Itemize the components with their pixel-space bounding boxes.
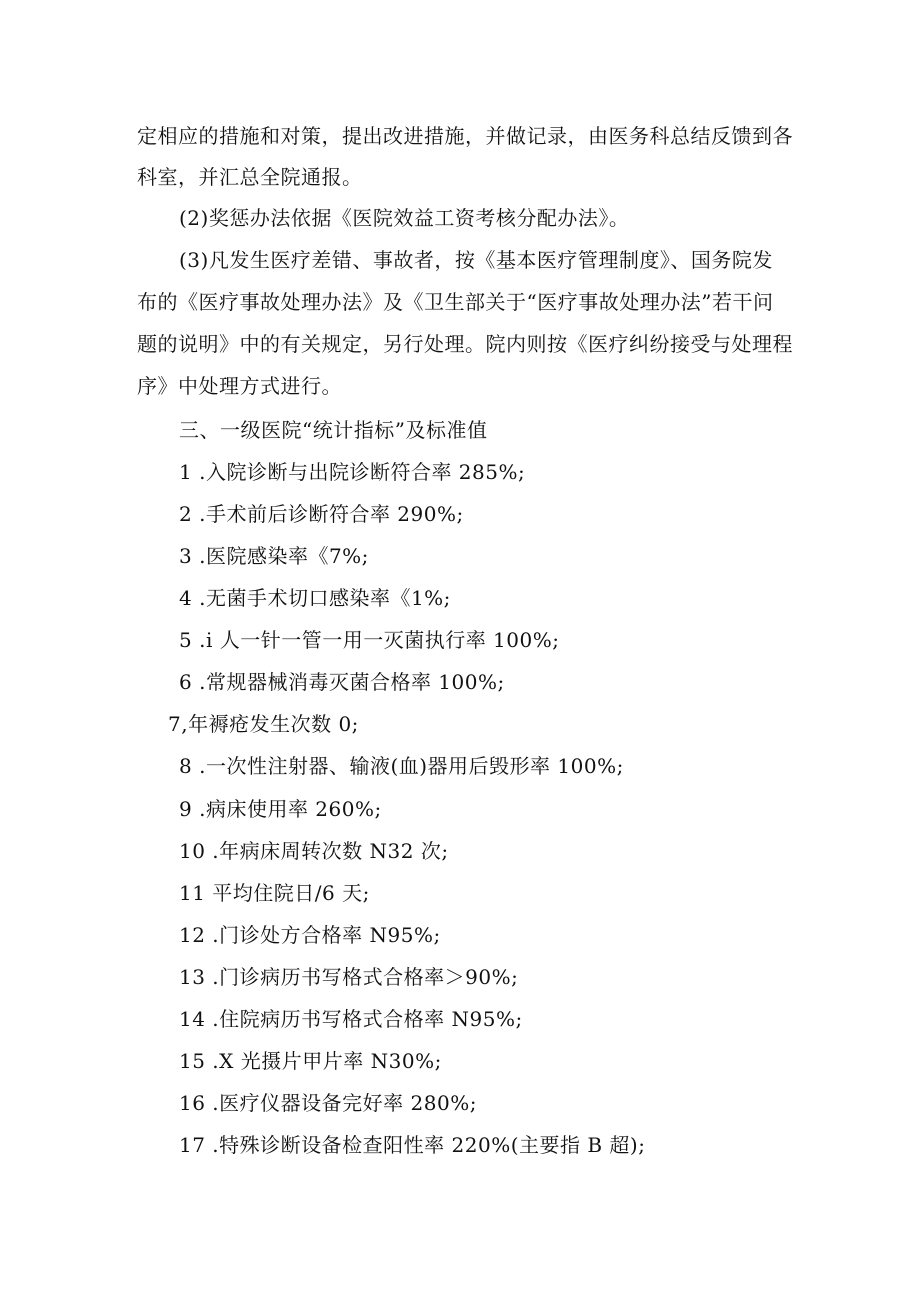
list-item: 15 .X 光摄片甲片率 N30%; <box>179 1049 442 1073</box>
list-item: 9 .病床使用率 260%; <box>179 797 382 821</box>
list-item: 11 平均住院日/6 天; <box>179 881 370 905</box>
paragraph-line: 序》中处理方式进行。 <box>137 374 342 398</box>
paragraph-line: 科室，并汇总全院通报。 <box>137 165 363 189</box>
list-item: 17 .特殊诊断设备检查阳性率 220%(主要指 B 超); <box>179 1133 646 1157</box>
paragraph-line: (3)凡发生医疗差错、事故者，按《基本医疗管理制度》、国务院发 <box>179 248 773 272</box>
paragraph-line: 布的《医疗事故处理办法》及《卫生部关于“医疗事故处理办法”若干问 <box>137 290 774 314</box>
list-item: 1 .入院诊断与出院诊断符合率 285%; <box>179 460 526 484</box>
paragraph-line: (2)奖惩办法依据《医院效益工资考核分配办法》。 <box>179 206 630 230</box>
section-heading: 三、一级医院“统计指标”及标准值 <box>179 418 488 442</box>
list-item: 13 .门诊病历书写格式合格率＞90%; <box>179 965 519 989</box>
list-item: 14 .住院病历书写格式合格率 N95%; <box>179 1007 523 1031</box>
list-item: 12 .门诊处方合格率 N95%; <box>179 923 441 947</box>
paragraph-line: 题的说明》中的有关规定，另行处理。院内则按《医疗纠纷接受与处理程 <box>137 332 793 356</box>
list-item: 6 .常规器械消毒灭菌合格率 100%; <box>179 670 505 694</box>
list-item: 10 .年病床周转次数 N32 次; <box>179 839 449 863</box>
list-item: 3 .医院感染率《7%; <box>179 544 369 568</box>
list-item: 5 .i 人一针一管一用一灭菌执行率 100%; <box>179 628 560 652</box>
list-item: 4 .无菌手术切口感染率《1%; <box>179 586 451 610</box>
list-item: 7,年褥疮发生次数 0; <box>168 712 359 736</box>
list-item: 2 .手术前后诊断符合率 290%; <box>179 502 464 526</box>
list-item: 16 .医疗仪器设备完好率 280%; <box>179 1091 477 1115</box>
list-item: 8 .一次性注射器、输液(血)器用后毁形率 100%; <box>179 754 624 778</box>
paragraph-line: 定相应的措施和对策，提出改进措施，并做记录，由医务科总结反馈到各 <box>137 124 793 148</box>
